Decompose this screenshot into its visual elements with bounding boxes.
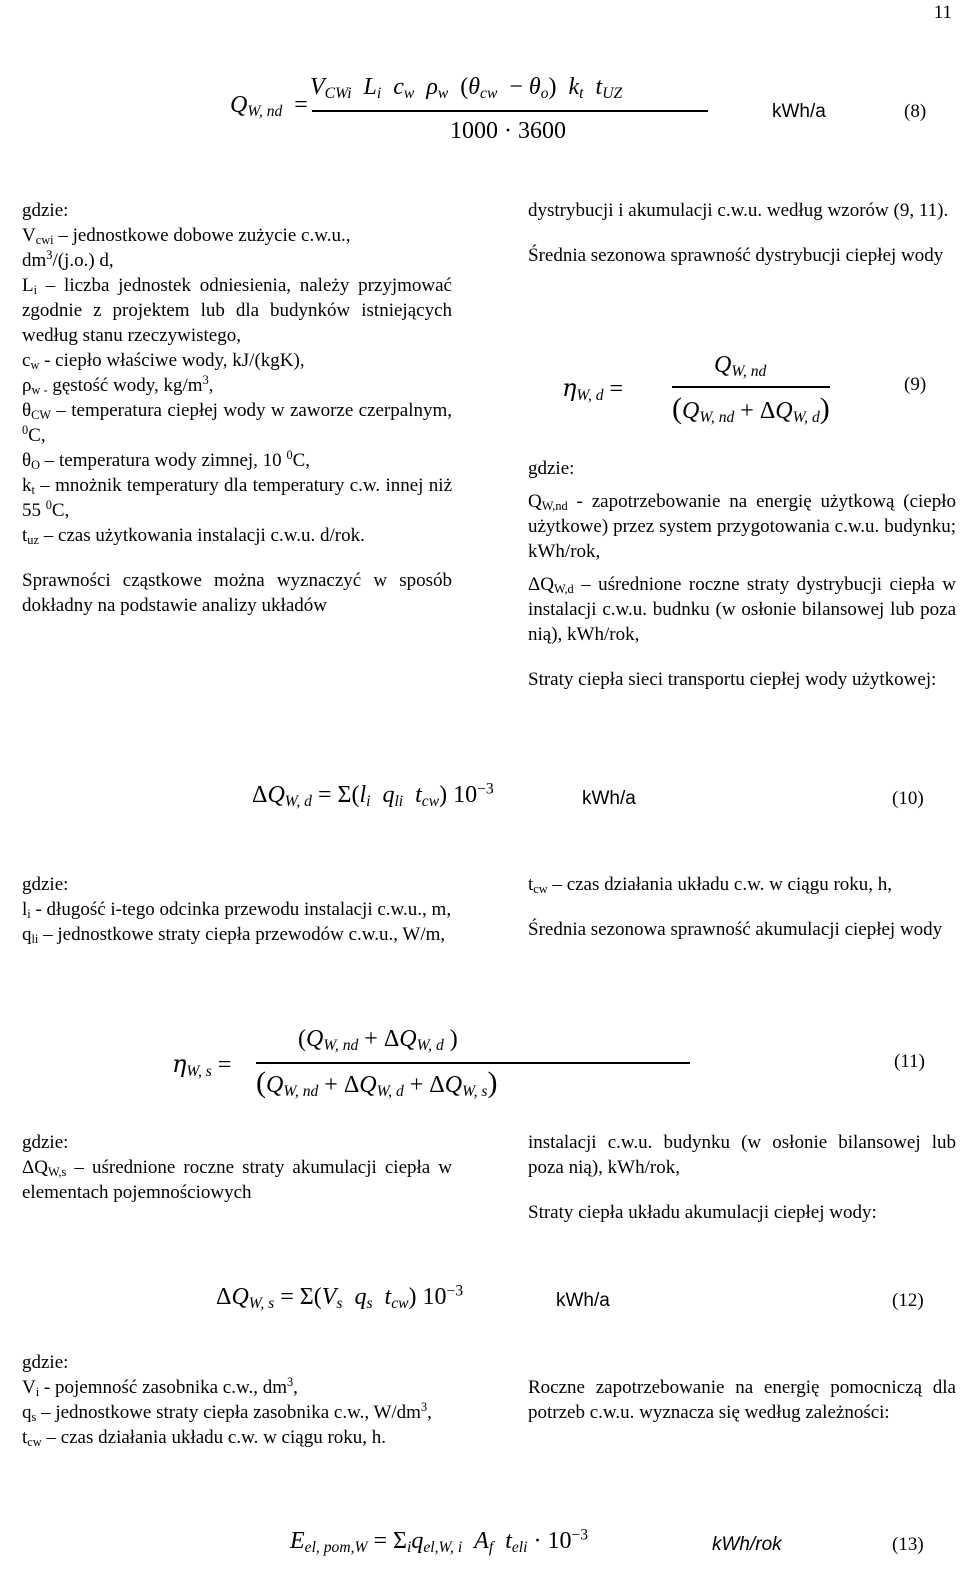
eq10-number: (10) bbox=[892, 788, 924, 809]
right-definitions-1 bbox=[528, 456, 956, 692]
def-tcw-2: $t_{cw}$ – czas działania układu c.w. w ciągu roku, h. bbox=[22, 1427, 387, 1450]
continuation-text: instalacji c.w.u. budynku (w osłonie bilansowej lub poza nią), kWh/rok, bbox=[528, 1132, 956, 1178]
def-qwnd: $Q_{W,nd}$ - zapotrzebowanie na energię użytkową (ciepło użytkowe) przez system przygotowania c.w.u. budynku; kWh/rok, bbox=[528, 491, 956, 562]
gdzie-label: gdzie: bbox=[22, 200, 69, 221]
def-cw: $c_w$ - ciepło właściwe wody, kJ/(kgK), bbox=[22, 350, 305, 373]
gdzie-label: gdzie: bbox=[528, 458, 575, 479]
right-text-3 bbox=[528, 1130, 956, 1225]
def-vcwi: $V_{cwi}$ – jednostkowe dobowe zużycie c.w.u., bbox=[22, 225, 351, 248]
equation-11: $\eta_{W, s}$ = ($Q_{W, nd} + \Delta Q_{W, d}$ ) $(Q_{W, nd} + \Delta Q_{W, d} + \Delta Q_{W, s})$ bbox=[172, 1024, 732, 1114]
equation-8: $Q_{W, nd}$ = $V_{CWi}$ $L_i$ $c_w$ $\rho_w$ $(\theta_{cw} - \theta_o)$ $k_t$ $t_{UZ}$ 1000 · 3600 bbox=[230, 60, 710, 160]
gdzie-label: gdzie: bbox=[22, 1352, 69, 1373]
right-text-2 bbox=[528, 872, 956, 942]
def-rho: $\rho_{w -}$ gęstość wody, $kg/m^3$, bbox=[22, 373, 214, 398]
def-vi: $V_i$ - pojemność zasobnika c.w., $dm^3$, bbox=[22, 1375, 298, 1400]
gdzie-label: gdzie: bbox=[22, 874, 69, 895]
paragraph-accumulation-losses: Straty ciepła układu akumulacji ciepłej wody: bbox=[528, 1202, 877, 1223]
def-theta-o: $\theta_O$ – temperatura wody zimnej, 10 $^0$C, bbox=[22, 448, 311, 473]
paragraph-sprawnosci: Sprawności cząstkowe można wyznaczyć w sposób dokładny na podstawie analizy układów bbox=[22, 570, 452, 616]
left-definitions-4 bbox=[22, 1350, 452, 1450]
eq12-number: (12) bbox=[892, 1290, 924, 1311]
def-li: $L_i$ – liczba jednostek odniesienia, należy przyjmować zgodnie z projektem lub dla budynków istniejących według stanu rzeczywistego, bbox=[22, 275, 452, 346]
eq8-lhs-sub: W, nd bbox=[247, 102, 283, 120]
def-kt: $k_t$ – mnożnik temperatury dla temperatury c.w. innej niż 55 $^0$C, bbox=[22, 475, 452, 521]
intro-accumulation: Średnia sezonowa sprawność akumulacji ciepłej wody bbox=[528, 919, 943, 940]
eq11-number: (11) bbox=[894, 1051, 925, 1072]
eq10-unit: kWh/a bbox=[582, 788, 636, 809]
def-vcwi-unit: $dm^3/(j.o.)$ d, bbox=[22, 248, 114, 271]
eq8-lhs: Q bbox=[230, 92, 248, 118]
equation-13: $E_{el, pom,W} = \Sigma_iq_{el,W, i}$ $A_f$ $t_{eli} \cdot 10^{-3}$ bbox=[290, 1526, 589, 1556]
def-qs: $q_s$ – jednostkowe straty ciepła zasobnika c.w., $W/dm^3$, bbox=[22, 1400, 432, 1425]
eq8-unit: kWh/a bbox=[772, 101, 826, 122]
def-li-length: $l_i$ - długość i-tego odcinka przewodu instalacji c.w.u., m, bbox=[22, 899, 452, 922]
left-definitions-3 bbox=[22, 1130, 452, 1205]
eq9-number: (9) bbox=[904, 374, 927, 395]
eq8-denominator: 1000 · 3600 bbox=[450, 118, 566, 144]
left-definitions-2 bbox=[22, 872, 452, 947]
equation-9: $\eta_{W, d}$ = $Q_{W, nd}$ $(Q_{W, nd} + \Delta Q_{W, d})$ bbox=[562, 352, 830, 426]
def-dqwd: $\Delta Q_{W,d}$ – uśrednione roczne straty dystrybucji ciepła w instalacji c.w.u. budnku (w osłonie bilansowej lub poza nią), kWh/rok, bbox=[528, 574, 956, 645]
paragraph-transport: Straty ciepła sieci transportu ciepłej wody użytkowej: bbox=[528, 669, 937, 690]
def-dqws: $\Delta Q_{W,s}$ – uśrednione roczne straty akumulacji ciepła w elementach pojemnościowych bbox=[22, 1157, 452, 1203]
def-tuz: $t_{uz}$ – czas użytkowania instalacji c.w.u. d/rok. bbox=[22, 525, 365, 548]
equation-10: $\Delta Q_{W, d} = \Sigma(l_i$ $q_{li}$ $t_{cw}$) $10^{-3}$ bbox=[252, 780, 494, 810]
eq8-numerator: $V_{CWi}$ $L_i$ $c_w$ $\rho_w$ $(\theta_{cw} - \theta_o)$ $k_t$ $t_{UZ}$ bbox=[310, 74, 623, 102]
eq13-unit: kWh/rok bbox=[712, 1534, 782, 1555]
eq12-unit: kWh/a bbox=[556, 1290, 610, 1311]
equation-12: $\Delta Q_{W, s} = \Sigma(V_s$ $q_s$ $t_{cw}$) $10^{-3}$ bbox=[216, 1282, 464, 1312]
continuation-text: dystrybucji i akumulacji c.w.u. według wzorów (9, 11). bbox=[528, 200, 949, 221]
intro-distribution: Średnia sezonowa sprawność dystrybucji ciepłej wody bbox=[528, 245, 944, 266]
eq8-number: (8) bbox=[904, 101, 927, 122]
def-tcw: $t_{cw}$ – czas działania układu c.w. w ciągu roku, h, bbox=[528, 874, 893, 897]
eq8-fraction-line bbox=[312, 110, 708, 112]
right-text-4 bbox=[528, 1375, 956, 1425]
paragraph-auxiliary-energy: Roczne zapotrzebowanie na energię pomocniczą dla potrzeb c.w.u. wyznacza się według zależności: bbox=[528, 1377, 956, 1423]
def-qli: $q_{li}$ – jednostkowe straty ciepła przewodów c.w.u., W/m, bbox=[22, 924, 446, 947]
def-theta-cw: $\theta_{CW}$ – temperatura ciepłej wody w zaworze czerpalnym, $^0$C, bbox=[22, 400, 452, 446]
left-definitions-1 bbox=[22, 198, 452, 618]
gdzie-label: gdzie: bbox=[22, 1132, 69, 1153]
right-text-1 bbox=[528, 198, 956, 268]
page-number: 11 bbox=[933, 2, 952, 23]
eq13-number: (13) bbox=[892, 1534, 924, 1555]
